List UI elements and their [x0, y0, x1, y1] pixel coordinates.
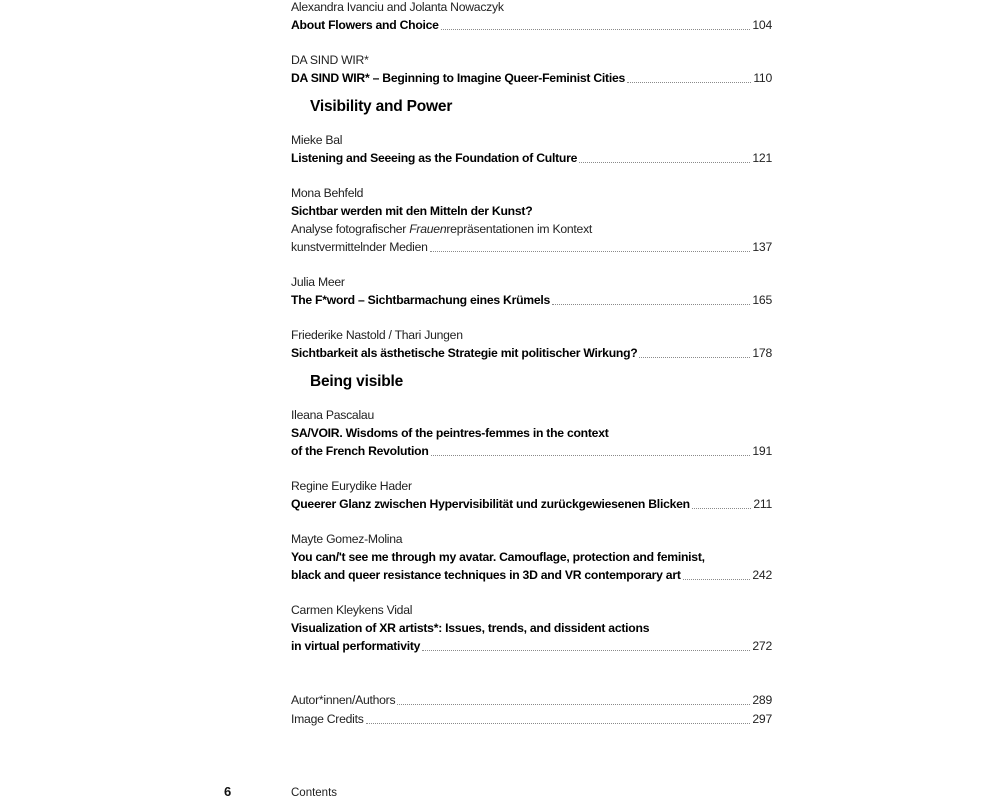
page-ref: 272 [752, 639, 772, 653]
entry-title [291, 567, 772, 583]
entry-title: SA/VOIR. Wisdoms of the peintres-femmes in the context [291, 426, 609, 440]
dot-leader [422, 649, 750, 651]
entry-subtitle-text: kunstvermittelnder Medien [291, 240, 428, 254]
entry-title [291, 150, 772, 166]
entry-title-text: Sichtbarkeit als ästhetische Strategie mit politischer Wirkung? [291, 346, 638, 360]
entry-author: Mieke Bal [291, 133, 343, 147]
entry-title-text: of the French Revolution [291, 444, 429, 458]
dot-leader [441, 28, 751, 30]
page-ref: 137 [752, 240, 772, 254]
page-ref: 178 [752, 346, 772, 360]
entry-title-text: Listening and Seeeing as the Foundation of Culture [291, 151, 578, 165]
entry-author: DA SIND WIR* [291, 53, 369, 67]
entry-author: Friederike Nastold / Thari Jungen [291, 328, 463, 342]
entry-title: Visualization of XR artists*: Issues, trends, and dissident actions [291, 621, 650, 635]
backmatter-entry [291, 692, 772, 708]
backmatter-entry-text: Image Credits [291, 712, 364, 726]
page-ref: 110 [753, 71, 772, 85]
dot-leader [579, 161, 750, 163]
page-ref: 191 [752, 444, 772, 458]
page-ref: 121 [752, 151, 772, 165]
backmatter-entry-text: Autor*innen/Authors [291, 693, 396, 707]
entry-author: Mona Behfeld [291, 186, 364, 200]
page-ref: 211 [753, 497, 772, 511]
entry-author: Julia Meer [291, 275, 345, 289]
entry-title-text: Queerer Glanz zwischen Hypervisibilität und zurückgewiesenen Blicken [291, 497, 690, 511]
entry-author: Regine Eurydike Hader [291, 479, 412, 493]
entry-author: Alexandra Ivanciu and Jolanta Nowaczyk [291, 0, 504, 14]
dot-leader [366, 722, 751, 724]
page-ref: 104 [752, 18, 772, 32]
entry-title-text: The F*word – Sichtbarmachung eines Krümels [291, 293, 551, 307]
entry-title [291, 345, 772, 361]
entry-author: Mayte Gomez-Molina [291, 532, 403, 546]
page-ref: 242 [752, 568, 772, 582]
dot-leader [627, 81, 751, 83]
section-heading: Visibility and Power [310, 98, 453, 115]
dot-leader [552, 303, 750, 305]
dot-leader [692, 507, 751, 509]
dot-leader [430, 250, 751, 252]
entry-title-text: in virtual performativity [291, 639, 421, 653]
dot-leader [397, 703, 750, 705]
dot-leader [683, 578, 751, 580]
backmatter-entry [291, 711, 772, 727]
page-ref: 289 [752, 693, 772, 707]
entry-title-text: black and queer resistance techniques in 3D and VR contemporary art [291, 568, 681, 582]
dot-leader [431, 454, 751, 456]
entry-title: Sichtbar werden mit den Mitteln der Kunst? [291, 204, 533, 218]
entry-subtitle: Analyse fotografischer Frauenrepräsentationen im Kontext [291, 222, 593, 236]
page-ref: 297 [752, 712, 772, 726]
entry-author: Ileana Pascalau [291, 408, 374, 422]
entry-title [291, 443, 772, 459]
entry-title-text: DA SIND WIR* – Beginning to Imagine Queer-Feminist Cities [291, 71, 626, 85]
entry-subtitle [291, 239, 772, 255]
page-number: 6 [224, 784, 232, 799]
entry-title-text: About Flowers and Choice [291, 18, 439, 32]
entry-title [291, 638, 772, 654]
entry-title [291, 70, 772, 86]
entry-author: Carmen Kleykens Vidal [291, 603, 413, 617]
entry-title [291, 17, 772, 33]
entry-title [291, 496, 772, 512]
running-head: Contents [291, 787, 338, 799]
page-ref: 165 [752, 293, 772, 307]
dot-leader [639, 356, 750, 358]
entry-title [291, 292, 772, 308]
entry-title: You can/'t see me through my avatar. Camouflage, protection and feminist, [291, 550, 705, 564]
section-heading: Being visible [310, 373, 404, 390]
